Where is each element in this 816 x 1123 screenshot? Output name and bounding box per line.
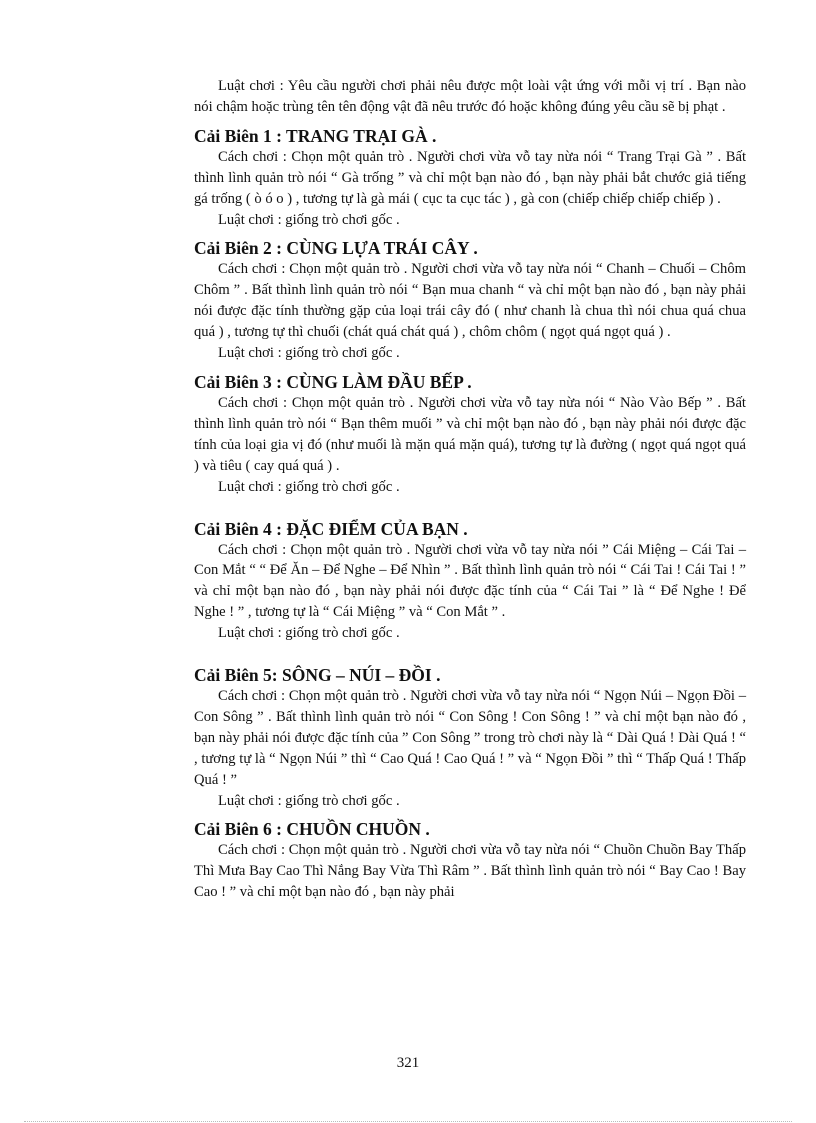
section-body: Cách chơi : Chọn một quản trò . Người chơi vừa vỗ tay nừa nói “ Chanh – Chuối – Chôm Chôm ” . Bất thình lình quản trò nói “ Bạn mua chanh “ và chỉ một bạn nào đó , bạn này phải nói được đặc tính thường gặp của loại trái cây đó ( như chanh là chua thì nói chua quá chua quá ) , tương tự thì chuối (chát quá chát quá ) , chôm chôm ( ngọt quá ngọt quá ) . [194,261,746,341]
section-rule: Luật chơi : giống trò chơi gốc . [218,345,400,362]
section-cai-bien-3 [194,371,746,498]
section-heading: Cải Biên 2 : CÙNG LỰA TRÁI CÂY . [194,238,478,259]
section-body: Cách chơi : Chọn một quản trò . Người chơi vừa vỗ tay nừa nói “ Trang Trại Gà ” . Bất thình lình quản trò nói “ Gà trống ” và chỉ một bạn nào đó , bạn này phải bắt chước giả tiếng gá trống ( ò ó o ) , tương tự là gà mái ( cục ta cục tác ) , gà con (chiếp chiếp chiếp chiếp ) . [194,148,746,207]
section-rule: Luật chơi : giống trò chơi gốc . [218,792,400,809]
section-cai-bien-1 [194,125,746,231]
section-body: Cách chơi : Chọn một quản trò . Người chơi vừa vỗ tay nừa nói ” Cái Miệng – Cái Tai – Con Mắt “ “ Để Ăn – Để Nghe – Để Nhìn ” . Bất thình lình quản trò nói “ Cái Tai ! Cái Tai ! ” và chỉ một bạn nào đó , bạn này phải nói được đặc tính của “ Cái Tai ” là “ Để Nghe ! Để Nghe ! ” , tương tự là “ Cái Miệng ” và “ Con Mắt ” . [194,541,746,621]
section-body: Cách chơi : Chọn một quản trò . Người chơi vừa vỗ tay nừa nói “ Chuồn Chuồn Bay Thấp Thì Mưa Bay Cao Thì Nắng Bay Vừa Thì Râm ” . Bất thình lình quản trò nói “ Bay Cao ! Bay Cao ! ” và chỉ một bạn nào đó , bạn này phải [194,842,746,901]
intro-rule-text: Luật chơi : Yêu cầu người chơi phải nêu được một loài vật ứng với mỗi vị trí . Bạn nào nói chậm hoặc trùng tên tên động vật đã nêu trước đó hoặc không đúng yêu cầu sẽ bị phạt . [194,78,746,115]
section-rule: Luật chơi : giống trò chơi gốc . [218,625,400,642]
section-heading: Cải Biên 3 : CÙNG LÀM ĐẦU BẾP . [194,371,472,392]
section-heading: Cải Biên 1 : TRANG TRẠI GÀ . [194,125,437,146]
section-heading: Cải Biên 5: SÔNG – NÚI – ĐỒI . [194,665,441,686]
section-cai-bien-4 [194,518,746,645]
section-body: Cách chơi : Chọn một quản trò . Người chơi vừa vỗ tay nừa nói “ Ngọn Núi – Ngọn Đồi – Con Sông ” . Bất thình lình quản trò nói “ Con Sông ! Con Sông ! ” và chỉ một bạn nào đó , bạn này phải nói được đặc tính của ” Con Sông ” trong trò chơi này là “ Dài Quá ! Dài Quá ! “ , tương tự là “ Ngọn Núi ” thì “ Cao Quá ! Cao Quá ! ” và “ Ngọn Đồi ” thì “ Thấp Quá ! Thấp Quá ! ” [194,688,746,788]
section-cai-bien-6 [194,818,746,903]
footer-divider [24,1121,792,1122]
section-body: Cách chơi : Chọn một quản trò . Người chơi vừa vỗ tay nừa nói “ Nào Vào Bếp ” . Bất thình lình quản trò nói “ Bạn thêm muối ” và chỉ một bạn nào đó , bạn này phải nói được đặc tính của loại gia vị đó (như muối là mặn quá mặn quá), tương tự là đường ( ngọt quá ngọt quá ) và tiêu ( cay quá quá ) . [194,394,746,474]
section-cai-bien-2 [194,237,746,364]
section-rule: Luật chơi : giống trò chơi gốc . [218,211,400,228]
section-heading: Cải Biên 4 : ĐẶC ĐIỂM CỦA BẠN . [194,518,468,539]
section-heading: Cải Biên 6 : CHUỒN CHUỒN . [194,819,430,840]
section-rule: Luật chơi : giống trò chơi gốc . [218,478,400,495]
page-content [194,76,746,903]
page-number: 321 [396,1055,420,1071]
section-cai-bien-5 [194,664,746,811]
